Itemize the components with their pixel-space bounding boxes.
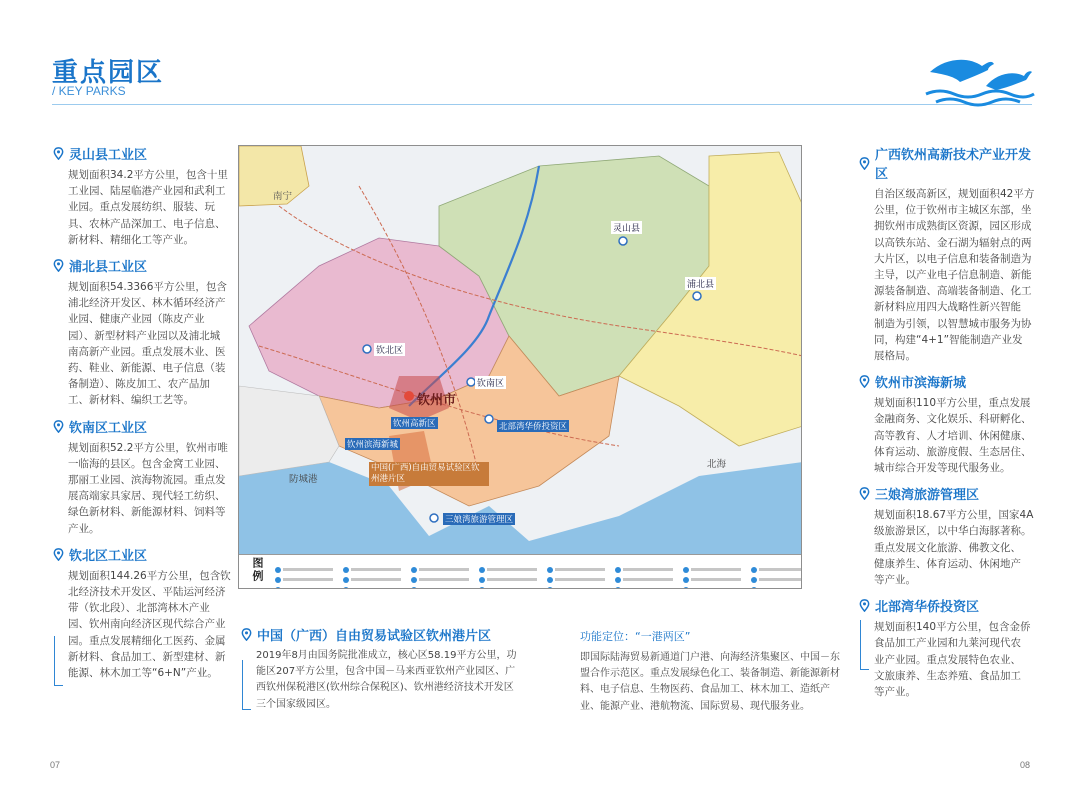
- text-line: 规划面积52.2平方公里，钦州市唯: [68, 441, 228, 454]
- decorative-bracket: [54, 636, 63, 686]
- text-line: 南高新产业园。重点发展木业、医: [68, 345, 226, 358]
- text-line: 食品加工产业园和九莱河现代农: [874, 637, 1021, 650]
- text-line: 公里，位于钦州市主城区东部，坐: [874, 204, 1032, 217]
- map-label-lingshan: 灵山县: [611, 221, 642, 234]
- text-line: 园、钦州南向经济区现代综合产业: [68, 618, 226, 631]
- map-label-gaoxin: 钦州高新区: [393, 419, 436, 429]
- text-line: 新材料应用四大战略性新兴智能: [874, 301, 1021, 314]
- text-line: 体育运动、旅游度假、生态居住、: [874, 445, 1032, 458]
- text-line: 规划面积54.3366平方公里，包含: [68, 281, 227, 294]
- section-title: 中国（广西）自由贸易试验区钦州港片区: [257, 629, 492, 644]
- section-title: 浦北县工业区: [69, 260, 148, 276]
- legend-item: [479, 569, 541, 579]
- text-line: 药、鞋业、新能源、电子信息（装: [68, 362, 226, 375]
- text-line: 重点发展文化旅游、佛教文化、: [874, 541, 1021, 554]
- map-label-fangcheng: 防城港: [289, 474, 318, 485]
- legend-item: [751, 579, 802, 589]
- text-line: 业、能源产业、港航物流、国际贸易、现代服务业。: [580, 700, 810, 712]
- legend-label-placeholder: [691, 588, 741, 589]
- text-line: 规划面积18.67平方公里，国家4A: [874, 509, 1034, 522]
- legend-item: [275, 569, 337, 579]
- ftz-map-text: 中国(广西)自由贸易试验区钦州港片区: [371, 463, 480, 484]
- location-pin-icon: [52, 259, 65, 272]
- text-line: 工业园、陆屋临港产业园和武利工: [68, 185, 226, 198]
- text-line: 一临海的县区。包含金窝工业园、: [68, 457, 226, 470]
- text-line: 浦北经济开发区、林木循环经济产: [68, 297, 226, 310]
- text-line: 工、新材料、编织工艺等。: [68, 394, 194, 407]
- legend-item: [275, 579, 337, 589]
- map-graphic: [239, 146, 802, 554]
- page-number-right: 08: [1020, 760, 1031, 770]
- legend-dot-icon: [479, 587, 485, 590]
- legend-label-placeholder: [759, 588, 802, 589]
- legend-item: [615, 559, 677, 569]
- legend-item: [411, 579, 473, 589]
- text-line: 同，构建“4+1”智能制造产业发: [874, 333, 1023, 346]
- text-line: 大片区，以电子信息和装备制造为: [874, 252, 1032, 265]
- text-line: 等产业。: [874, 574, 916, 587]
- text-line: 备制造）、陈皮加工、农产品加: [68, 378, 210, 391]
- text-line: 主导，以产业电子信息制造、新能: [874, 269, 1032, 282]
- legend-item: [411, 559, 473, 569]
- text-line: 盟合作示范区。重点发展绿色化工、装备制造、新能源新材: [580, 668, 840, 680]
- text-line: 园）、新型材料产业园以及浦北城: [68, 329, 221, 342]
- text-line: 西钦州保税港区(钦州综合保税区)、钦州港经济技术开发区: [256, 682, 514, 694]
- section-gaoxin: [858, 144, 1036, 364]
- legend-item: [683, 569, 745, 579]
- legend-item: [751, 569, 802, 579]
- legend-item: [615, 569, 677, 579]
- legend-dot-icon: [751, 587, 757, 590]
- text-line: 自治区级高新区，规划面积42平方: [874, 188, 1035, 200]
- map-label-nanning: 南宁: [273, 191, 293, 202]
- page-title: 重点园区: [52, 58, 165, 88]
- section-title: 钦南区工业区: [69, 420, 148, 436]
- legend-item: [683, 559, 745, 569]
- legend-dot-icon: [683, 587, 689, 590]
- decorative-bracket: [242, 660, 251, 710]
- section-ftz: [240, 625, 540, 713]
- legend-item: [479, 579, 541, 589]
- location-pin-icon: [858, 599, 871, 612]
- section-function: [580, 628, 842, 715]
- section-lingshan: [52, 144, 238, 248]
- location-pin-icon: [52, 147, 65, 160]
- text-line: 展格局。: [874, 350, 916, 363]
- text-line: 北经济技术开发区、平陆运河经济: [68, 586, 226, 599]
- legend-item: [343, 559, 405, 569]
- map-label-huaqiao: 北部湾华侨投资区: [499, 422, 568, 432]
- legend-dot-icon: [343, 587, 349, 590]
- map-label-pubei: 浦北县: [685, 277, 716, 290]
- text-line: 以高铁东站、金石湖为辐射点的两: [874, 236, 1032, 249]
- text-line: 带（钦北段）、北部湾林木产业: [68, 602, 210, 615]
- section-title: 三娘湾旅游管理区: [875, 488, 980, 504]
- legend-item: [343, 579, 405, 589]
- map-label-ftz: [369, 462, 489, 486]
- text-line: 产业。: [68, 522, 100, 535]
- legend-item: [275, 559, 337, 569]
- text-line: 能区207平方公里，包含中国－马来西亚钦州产业园区、广: [256, 666, 516, 678]
- section-title: 北部湾华侨投资区: [875, 600, 980, 616]
- section-title: 钦北区工业区: [69, 548, 148, 564]
- section-title: 广西钦州高新技术产业开发区: [875, 148, 1032, 182]
- legend-label-placeholder: [351, 588, 401, 589]
- location-pin-icon: [240, 628, 253, 641]
- legend-title: 图例: [251, 557, 264, 583]
- left-column: [52, 144, 238, 681]
- legend-dot-icon: [547, 587, 553, 590]
- legend-label-placeholder: [283, 588, 333, 589]
- text-line: 业园。重点发展纺织、服装、玩: [68, 201, 215, 214]
- legend-item: [547, 559, 609, 569]
- location-pin-icon: [858, 375, 871, 388]
- location-pin-icon: [858, 487, 871, 500]
- legend-item: [411, 569, 473, 579]
- text-line: 规划面积140平方公里，包含金侨: [874, 621, 1031, 634]
- map-label-sanniang: 三娘湾旅游管理区: [445, 515, 514, 525]
- legend-label-placeholder: [555, 588, 605, 589]
- map-label-qinzhou: 钦州市: [417, 393, 457, 408]
- location-pin-icon: [858, 157, 871, 170]
- section-huaqiao: [858, 596, 1036, 700]
- map-label-qinnan: 钦南区: [475, 376, 506, 389]
- page-subtitle: / KEY PARKS: [52, 84, 126, 98]
- text-line: 制造为引领，以智慧城市服务为协: [874, 317, 1032, 330]
- function-label: 功能定位：“一港两区”: [580, 630, 691, 643]
- map-label-qinbei: 钦北区: [374, 343, 405, 356]
- text-line: 绿色新材料、新能源材料、饲料等: [68, 506, 226, 519]
- header-divider: [52, 104, 1032, 105]
- location-pin-icon: [52, 548, 65, 561]
- text-line: 新材料、精细化工等产业。: [68, 233, 194, 246]
- text-line: 规划面积144.26平方公里，包含钦: [68, 569, 231, 582]
- section-sanniang: [858, 484, 1036, 588]
- legend-label-placeholder: [623, 588, 673, 589]
- legend-dot-icon: [275, 587, 281, 590]
- text-line: 那丽工业园、滨海物流园。重点发: [68, 474, 226, 487]
- text-line: 健康养生、体育运动、休闲地产: [874, 557, 1021, 570]
- text-line: 即国际陆海贸易新通道门户港、向海经济集聚区、中国－东: [580, 652, 840, 663]
- text-line: 业产业园。重点发展特色农业、: [874, 653, 1021, 666]
- text-line: 金融商务、文化娱乐、科研孵化、: [874, 413, 1032, 426]
- text-line: 等产业。: [874, 686, 916, 699]
- text-line: 源装备制造、高端装备制造、化工: [874, 285, 1032, 298]
- text-line: 料、电子信息、生物医药、食品加工、林木加工、造纸产: [580, 684, 830, 696]
- map-legend: [239, 554, 802, 589]
- legend-item: [343, 569, 405, 579]
- section-pubei: [52, 256, 238, 409]
- legend-item: [751, 559, 802, 569]
- legend-dot-icon: [411, 587, 417, 590]
- page-number-left: 07: [50, 760, 61, 770]
- text-line: 能源、林木加工等“6+N”产业。: [68, 667, 218, 680]
- legend-item: [547, 579, 609, 589]
- text-line: 业园、健康产业园（陈皮产业: [68, 313, 205, 326]
- regional-map: [238, 145, 802, 589]
- legend-label-placeholder: [419, 588, 469, 589]
- text-line: 三个国家级园区。: [256, 698, 336, 710]
- section-qinnan: [52, 417, 238, 537]
- section-title: 钦州市滨海新城: [875, 376, 967, 392]
- text-line: 级旅游景区，以中华白海豚著称。: [874, 525, 1032, 538]
- legend-dot-icon: [615, 587, 621, 590]
- text-line: 拥钦州市成熟街区资源，园区形成: [874, 220, 1032, 233]
- text-line: 2019年8月由国务院批准成立，核心区58.19平方公里，功: [256, 650, 517, 661]
- text-line: 新材料、食品加工、新型建材、新: [68, 650, 226, 663]
- legend-label-placeholder: [487, 588, 537, 589]
- location-pin-icon: [52, 420, 65, 433]
- text-line: 文旅康养、生态养殖、食品加工: [874, 669, 1021, 682]
- legend-item: [547, 569, 609, 579]
- text-line: 具、农林产品深加工、电子信息、: [68, 217, 226, 230]
- decorative-bracket: [860, 620, 869, 670]
- text-line: 规划面积34.2平方公里，包含十里: [68, 169, 228, 181]
- section-title: 灵山县工业区: [69, 148, 148, 163]
- legend-item: [683, 579, 745, 589]
- section-binhai: [858, 372, 1036, 476]
- text-line: 高等教育、人才培训、休闲健康、: [874, 429, 1032, 442]
- text-line: 城市综合开发等现代服务业。: [874, 462, 1011, 475]
- map-label-beihai: 北海: [707, 459, 727, 470]
- section-qinbei: [52, 545, 238, 681]
- text-line: 展高端家具家居、现代轻工纺织、: [68, 490, 226, 503]
- legend-item: [615, 579, 677, 589]
- text-line: 规划面积110平方公里，重点发展: [874, 397, 1031, 410]
- text-line: 园。重点发展精细化工医药、金属: [68, 634, 226, 647]
- dolphin-logo: [920, 50, 1035, 110]
- right-column: [858, 144, 1036, 700]
- map-label-binhai: 钦州滨海新城: [347, 440, 399, 450]
- legend-item: [479, 559, 541, 569]
